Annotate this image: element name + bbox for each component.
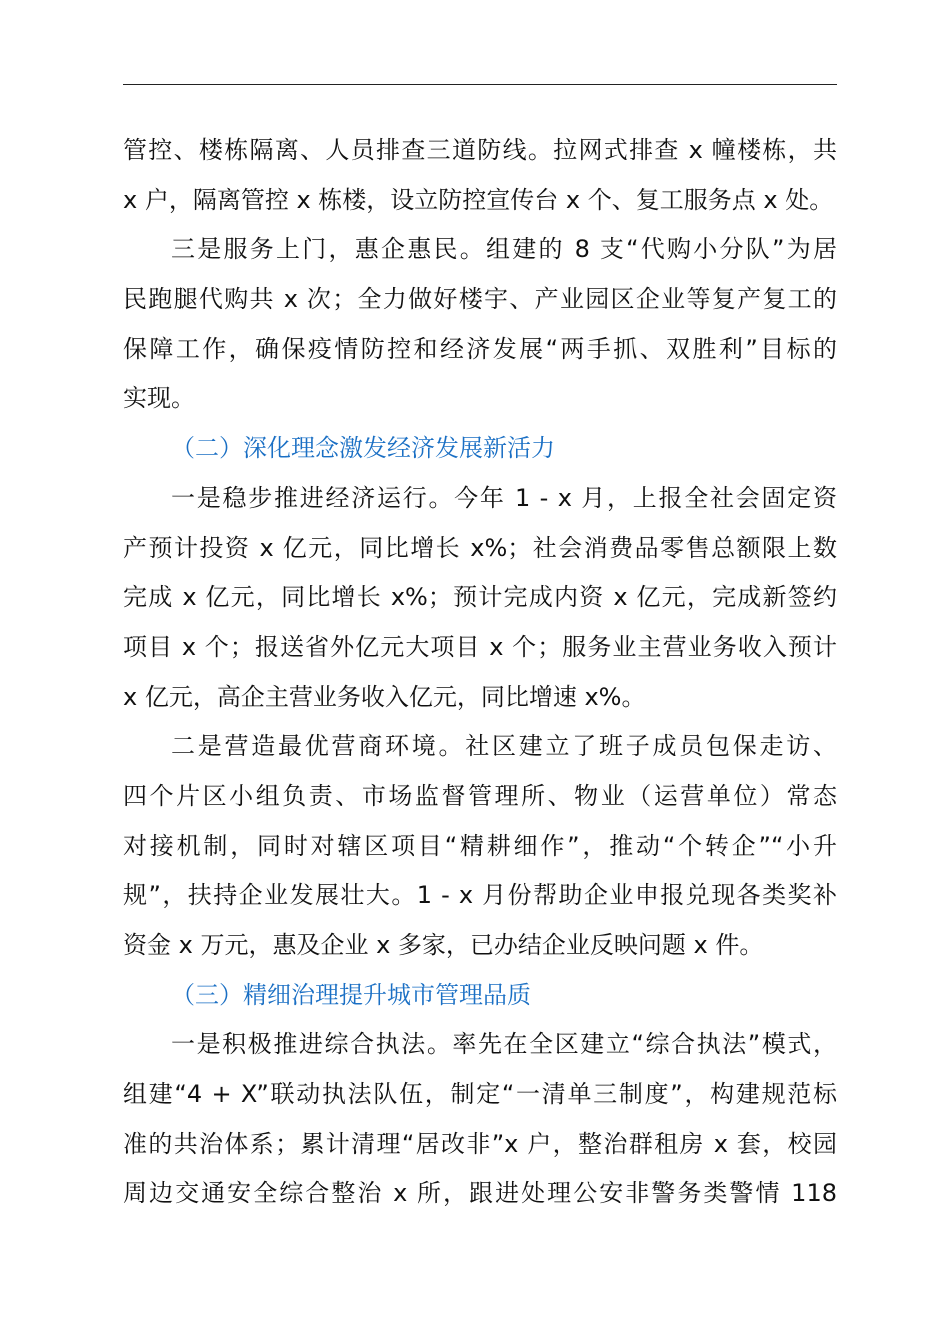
paragraph-line: 一是积极推进综合执法。率先在全区建立“综合执法”模式， xyxy=(171,1030,837,1059)
paragraph-line: 民跑腿代购共 x 次；全力做好楼宇、产业园区企业等复产复工的 xyxy=(123,285,837,314)
paragraph-line: 对接机制，同时对辖区项目“精耕细作”，推动“个转企”“小升 xyxy=(123,831,837,860)
section-heading: （三）精细治理提升城市管理品质 xyxy=(171,980,531,1009)
paragraph-line: 管控、楼栋隔离、人员排查三道防线。拉网式排查 x 幢楼栋，共 xyxy=(123,136,837,164)
paragraph-line: 保障工作，确保疫情防控和经济发展“两手抓、双胜利”目标的 xyxy=(123,334,837,363)
paragraph-line: 产预计投资 x 亿元，同比增长 x%；社会消费品零售总额限上数 xyxy=(123,533,837,562)
paragraph-line: 完成 x 亿元，同比增长 x%；预计完成内资 x 亿元，完成新签约 xyxy=(123,583,837,612)
paragraph-line: 四个片区小组负责、市场监督管理所、物业（运营单位）常态 xyxy=(123,781,837,810)
header-rule xyxy=(123,84,837,85)
paragraph-line: 一是稳步推进经济运行。今年 1 - x 月，上报全社会固定资 xyxy=(171,483,837,512)
paragraph-line: 规”，扶持企业发展壮大。1 - x 月份帮助企业申报兑现各类奖补 xyxy=(123,881,837,910)
paragraph-line: 实现。 xyxy=(123,384,195,413)
paragraph-line: 项目 x 个；报送省外亿元大项目 x 个；服务业主营业务收入预计 xyxy=(123,632,837,661)
paragraph-line: 组建“4 + X”联动执法队伍，制定“一清单三制度”，构建规范标 xyxy=(123,1080,837,1109)
paragraph-line: x 户，隔离管控 x 栋楼，设立防控宣传台 x 个、复工服务点 x 处。 xyxy=(123,185,834,214)
paragraph-line: 资金 x 万元，惠及企业 x 多家，已办结企业反映问题 x 件。 xyxy=(123,931,764,959)
paragraph-line: 三是服务上门，惠企惠民。组建的 8 支“代购小分队”为居 xyxy=(171,235,837,264)
section-heading: （二）深化理念激发经济发展新活力 xyxy=(171,434,555,463)
document-body xyxy=(123,126,837,1219)
paragraph-line: x 亿元，高企主营业务收入亿元，同比增速 x%。 xyxy=(123,682,646,711)
paragraph-line: 二是营造最优营商环境。社区建立了班子成员包保走访、 xyxy=(171,732,837,761)
paragraph-line: 周边交通安全综合整治 x 所，跟进处理公安非警务类警情 118 xyxy=(123,1179,837,1208)
paragraph-line: 准的共治体系；累计清理“居改非”x 户，整治群租房 x 套，校园 xyxy=(123,1129,837,1158)
